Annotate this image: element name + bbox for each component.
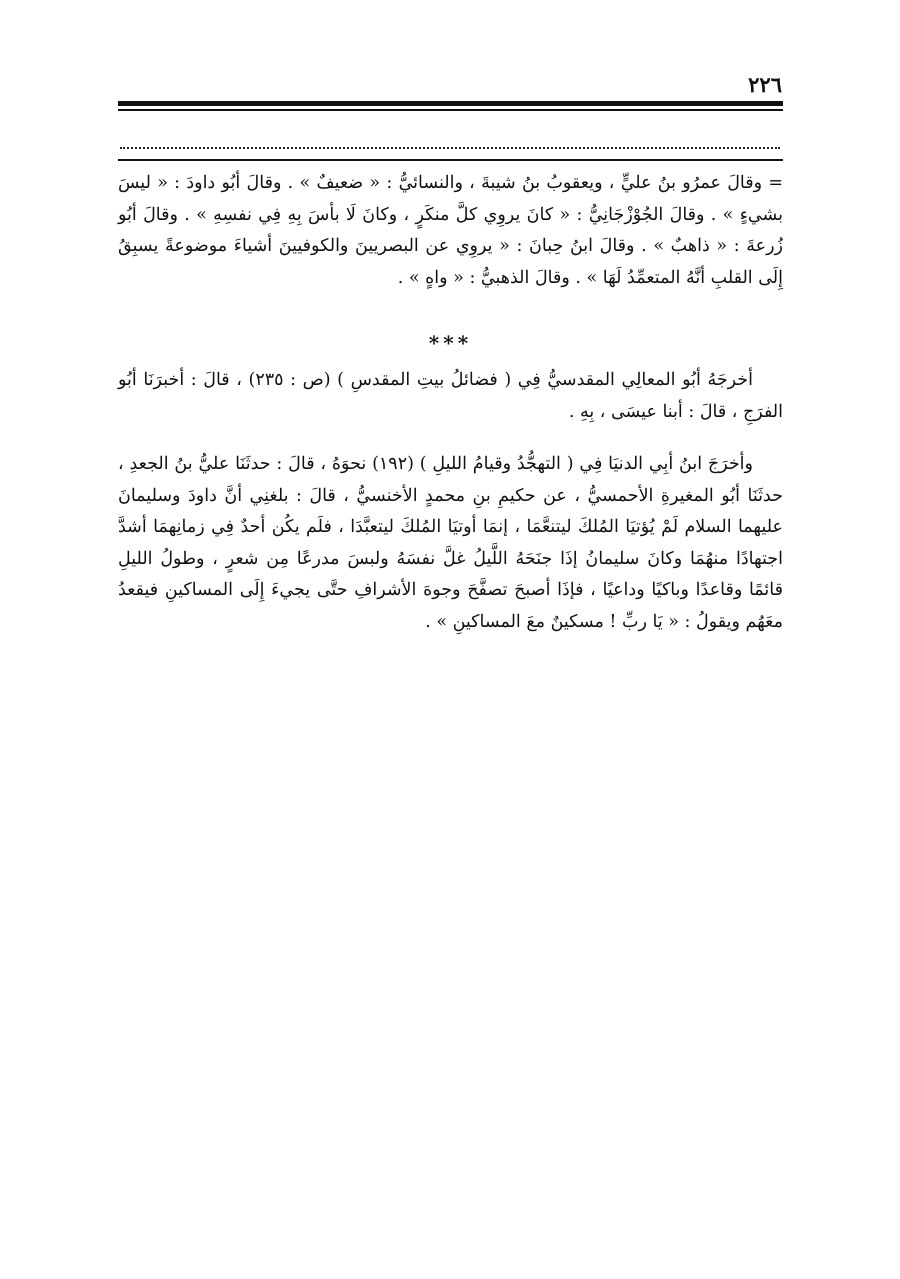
- footnote-rule: [118, 159, 783, 161]
- dotted-divider: [120, 147, 780, 149]
- main-paragraph-2: [118, 449, 783, 638]
- paragraph-text: أخرجَهُ أبُو المعالِي المقدسيُّ فِي ( فضائلُ بيتِ المقدسِ ) (ص : ٢٣٥) ، قالَ : أخبرَنَا أبُو الفرَجِ ، قالَ : أبنا عيسَى ، بِهِ .: [118, 370, 783, 422]
- page-number: ٢٢٦: [748, 72, 782, 97]
- header-rule-thick: [118, 101, 783, 106]
- header-rule-thin: [118, 109, 783, 111]
- main-paragraph-1: [118, 365, 783, 428]
- footnote-text: = وقالَ عمرُو بنُ عليٍّ ، ويعقوبُ بنُ شيبةَ ، والنسائيُّ : « ضعيفٌ » . وقالَ أبُو داودَ : « ليسَ بشيءٍ » . وقالَ الجُوْزْجَانِيُّ : « كانَ يروِي كلَّ منكَرٍ ، وكانَ لَا بأسَ بِهِ فِي نفسِهِ » . وقالَ أبُو زُرعةَ : « ذاهبٌ » . وقالَ ابنُ حِبانَ : « يروِي عن البصريينَ والكوفيينَ أشياءَ موضوعةً يسبِقُ إِلَى القلبِ أنَّهُ المتعمِّدُ لَهَا » . وقالَ الذهبيُّ : « واهٍ » .: [118, 173, 783, 288]
- footnote-block: [118, 168, 783, 294]
- paragraph-text: وأخرَجَ ابنُ أبِي الدنيَا فِي ( التهجُّدُ وقيامُ الليلِ ) (١٩٢) نحوَهُ ، قالَ : حدثَنَا عليُّ بنُ الجعدِ ، حدثَنَا أبُو المغيرةِ الأحمسيُّ ، عن حكيمِ بنِ محمدٍ الأخنسيُّ ، قالَ : بلغنِي أنَّ داودَ وسليمانَ عليهما السلام لَمْ يُؤتيَا المُلكَ ليتنعَّمَا ، إنمَا أوتيَا المُلكَ ليتعبَّدَا ، فلَم يكُن أحدٌ فِي زمانِهمَا أشدَّ اجتهادًا منهُمَا وكانَ سليمانُ إذَا جنَحَهُ اللَّيلُ غلَّ نفسَهُ ولبسَ مدرعًا مِن شعرٍ ، وطولُ الليلِ قائمًا وقاعدًا وباكيًا وداعيًا ، فإذَا أصبحَ تصفَّحَ وجوهَ الأشرافِ حتَّى يجيءَ إِلَى المساكينِ فيقعدُ معَهُم ويقولُ : « يَا ربِّ ! مسكينٌ معَ المساكينِ » .: [118, 454, 783, 632]
- section-separator: ***: [428, 331, 473, 355]
